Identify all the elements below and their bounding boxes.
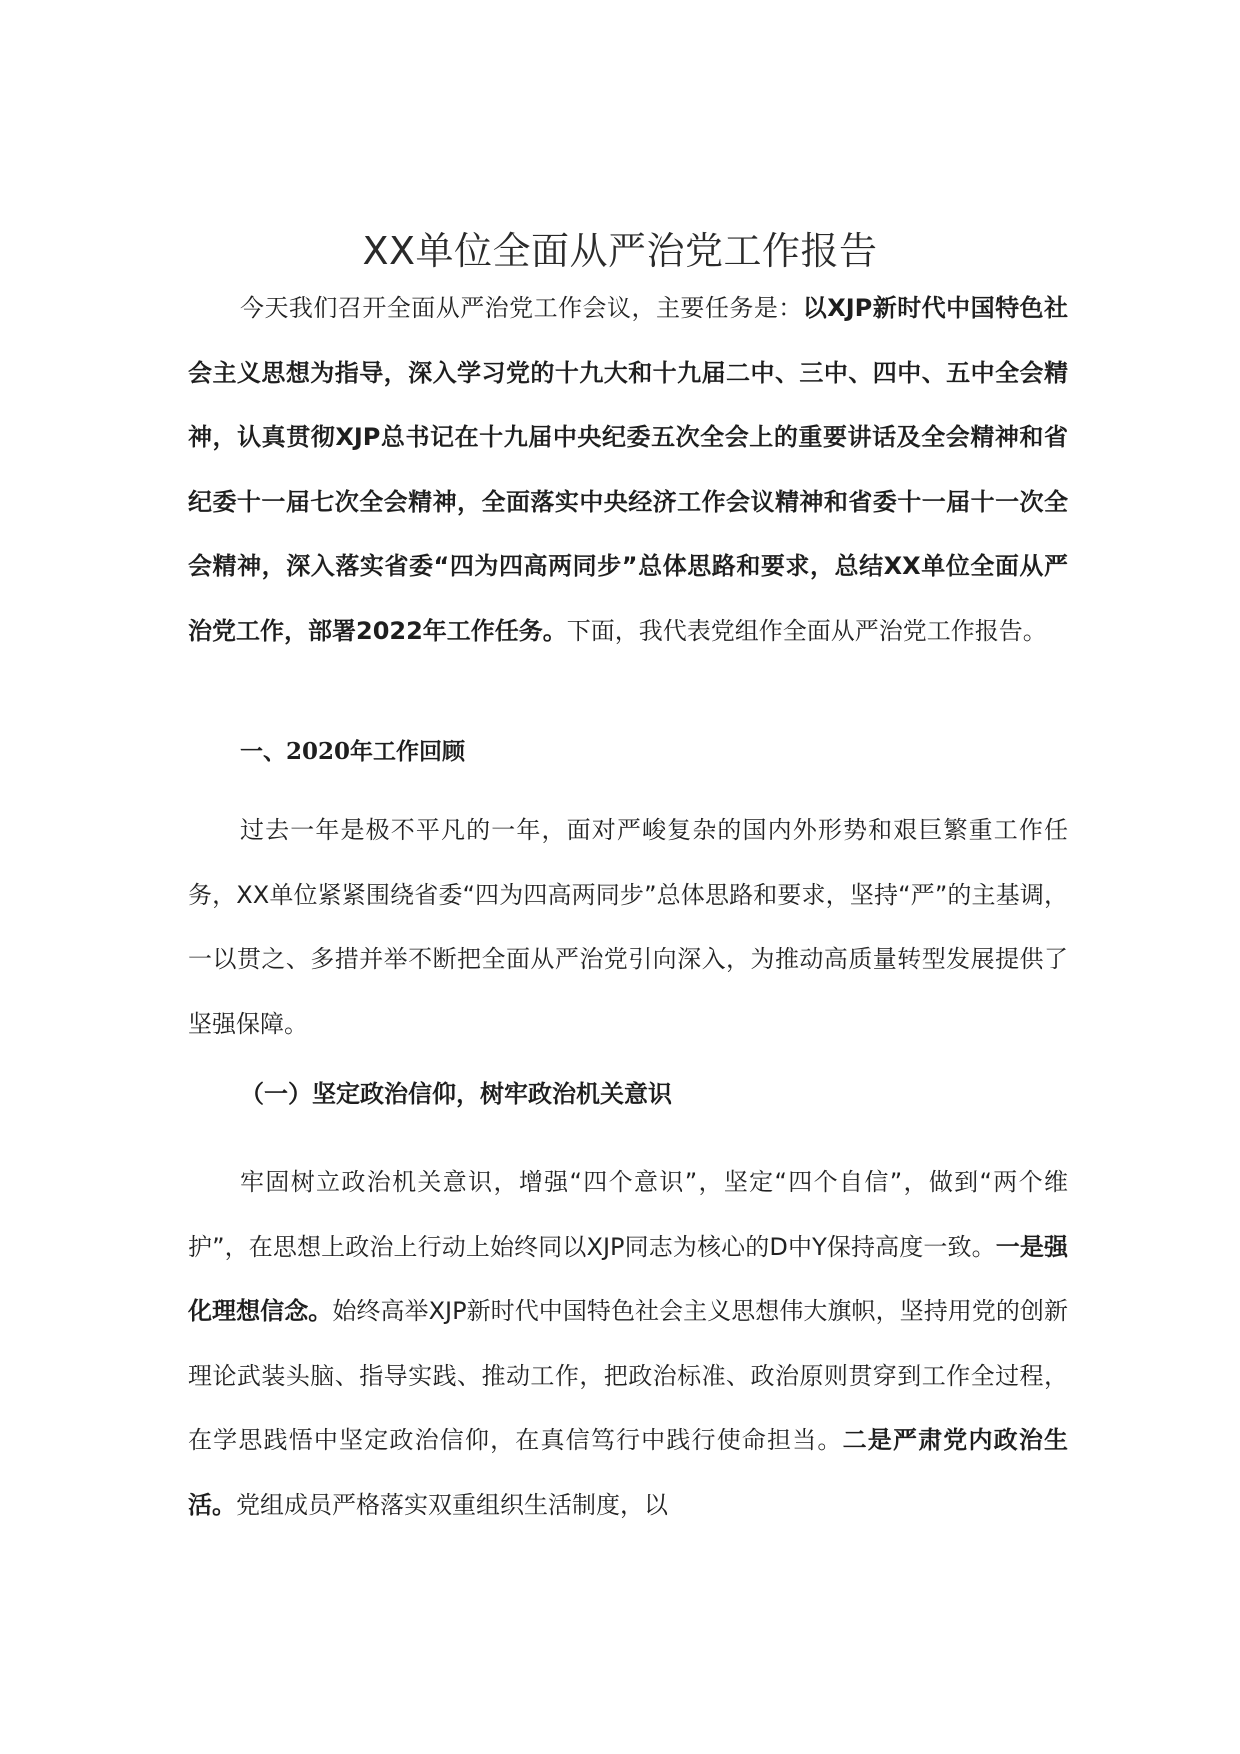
intro-lead: 今天我们召开全面从严治党工作会议，主要任务是： bbox=[240, 294, 803, 322]
intro-paragraph bbox=[188, 276, 1068, 663]
political-paragraph bbox=[188, 1150, 1068, 1537]
subsection-heading-political: （一）坚定政治信仰，树牢政治机关意识 bbox=[240, 1080, 672, 1108]
intro-emphasis: 以XJP新时代中国特色社会主义思想为指导，深入学习党的十九大和十九届二中、三中、四中、五中全会精神，认真贯彻XJP总书记在十九届中央纪委五次全会上的重要讲话及全会精神和省纪委十一届七次全会精神，全面落实中央经济工作会议精神和省委十一届十一次全会精神，深入落实省委“四为四高两同步”总体思路和要求，总结XX单位全面从严治党工作，部署2022年工作任务。 bbox=[188, 294, 1068, 645]
political-bold1: 一是强化理想信念。 bbox=[188, 1232, 1068, 1325]
section-heading-review: 一、2020年工作回顾 bbox=[240, 738, 466, 765]
political-p2: 始终高举XJP新时代中国特色社会主义思想伟大旗帜，坚持用党的创新理论武装头脑、指导实践、推动工作，把政治标准、政治原则贯穿到工作全过程，在学思践悟中坚定政治信仰，在真信笃行中践行使命担当。 bbox=[188, 1297, 1068, 1454]
review-paragraph: 过去一年是极不平凡的一年，面对严峻复杂的国内外形势和艰巨繁重工作任务，XX单位紧紧围绕省委“四为四高两同步”总体思路和要求，坚持“严”的主基调，一以贯之、多措并举不断把全面从严治党引向深入，为推动高质量转型发展提供了坚强保障。 bbox=[188, 816, 1068, 1038]
document-title: XX单位全面从严治党工作报告 bbox=[362, 229, 878, 274]
political-bold2: 二是严肃党内政治生活。 bbox=[188, 1426, 1069, 1519]
political-p1: 牢固树立政治机关意识，增强“四个意识”，坚定“四个自信”，做到“两个维护”，在思想上政治上行动上始终同以XJP同志为核心的D中Y保持高度一致。 bbox=[188, 1168, 1068, 1261]
intro-tail: 下面，我代表党组作全面从严治党工作报告。 bbox=[566, 616, 1047, 645]
political-p3: 党组成员严格落实双重组织生活制度，以 bbox=[236, 1490, 668, 1519]
